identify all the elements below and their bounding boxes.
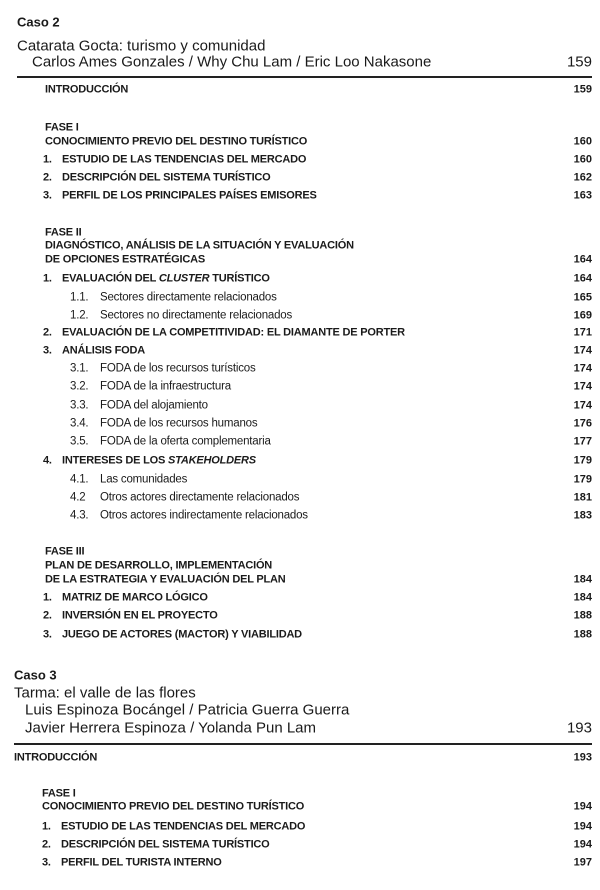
toc-entry-head[interactable] [45,241,354,252]
toc-entry-sub[interactable] [70,436,271,448]
page-number: 159 [573,83,592,96]
entry-number: 1. [43,272,52,285]
entry-number: 3.4. [70,417,89,430]
toc-entry-author[interactable] [32,55,431,70]
entry-title: Tarma: el valle de las flores [14,684,196,702]
entry-title: FODA de los recursos humanos [100,417,258,430]
entry-title: Sectores no directamente relacionados [100,309,293,322]
toc-entry-item[interactable] [43,346,145,357]
entry-title: DESCRIPCIÓN DEL SISTEMA TURÍSTICO [61,838,270,851]
page-number: 174 [573,380,592,393]
page-number: 160 [573,153,592,166]
entry-title: DE LA ESTRATEGIA Y EVALUACIÓN DEL PLAN [45,573,286,586]
entry-title: DE OPCIONES ESTRATÉGICAS [45,253,206,266]
section-divider [17,76,592,78]
entry-title: DESCRIPCIÓN DEL SISTEMA TURÍSTICO [62,171,271,184]
entry-title: PERFIL DE LOS PRINCIPALES PAÍSES EMISORES [62,189,317,202]
toc-entry-head[interactable] [42,802,304,813]
entry-title: Las comunidades [100,473,188,486]
entry-title: EVALUACIÓN DEL [62,272,159,285]
entry-title: MATRIZ DE MARCO LÓGICO [62,591,208,604]
toc-entry-item[interactable] [43,173,271,184]
toc-entry-item[interactable] [43,155,306,166]
entry-number: 3. [42,856,51,869]
toc-entry-sub[interactable] [70,363,256,375]
page-number: 194 [573,800,592,813]
entry-title: FASE III [45,545,85,558]
toc-entry-item[interactable] [43,456,256,467]
toc-entry-sub[interactable] [70,492,299,504]
entry-title: CONOCIMIENTO PREVIO DEL DESTINO TURÍSTICO [42,800,305,813]
toc-entry-intro[interactable] [14,753,97,764]
toc-entry-item[interactable] [42,858,222,869]
entry-title: PERFIL DEL TURISTA INTERNO [61,856,222,869]
page-number: 160 [573,135,592,148]
page-number: 188 [573,628,592,641]
entry-number: 2. [43,171,52,184]
entry-title: FODA del alojamiento [100,399,208,412]
toc-entry-item[interactable] [43,328,405,339]
entry-title: FODA de la infraestructura [100,380,231,393]
entry-title: ANÁLISIS FODA [62,344,145,357]
toc-entry-sub[interactable] [70,381,231,393]
entry-title: INTRODUCCIÓN [14,751,98,764]
entry-title: EVALUACIÓN DE LA COMPETITIVIDAD: EL DIAMANTE DE PORTER [62,326,405,339]
toc-entry-item[interactable] [43,611,218,622]
page-number: 188 [573,609,592,622]
page-number: 162 [573,171,592,184]
page-number: 181 [573,491,592,504]
entry-title: FASE I [45,121,79,134]
entry-title: Otros actores directamente relacionados [100,491,300,504]
toc-entry-item[interactable] [43,274,270,285]
page-number: 194 [573,820,592,833]
entry-title-italic: STAKEHOLDERS [168,454,256,467]
page-number: 163 [573,189,592,202]
entry-title: INTRODUCCIÓN [45,83,129,96]
toc-entry-fase[interactable] [45,123,79,134]
toc-entry-author[interactable] [25,703,349,718]
toc-entry-fase[interactable] [45,547,84,558]
toc-entry-item[interactable] [43,593,208,604]
page-number: 179 [573,473,592,486]
entry-title: JUEGO DE ACTORES (MACTOR) Y VIABILIDAD [62,628,302,641]
toc-entry-sub[interactable] [70,400,208,412]
entry-title: FASE I [42,787,76,800]
entry-title: DIAGNÓSTICO, ANÁLISIS DE LA SITUACIÓN Y EVALUACIÓN [45,239,354,252]
entry-title: Caso 3 [14,667,57,683]
toc-entry-head[interactable] [45,255,205,266]
entry-number: 2. [43,326,52,339]
entry-number: 3.1. [70,362,89,375]
entry-number: 4.3. [70,509,89,522]
entry-number: 2. [42,838,51,851]
toc-entry-fase[interactable] [45,228,82,239]
page-number: 194 [573,838,592,851]
toc-entry-title[interactable] [14,686,196,701]
page-number: 184 [573,591,592,604]
toc-entry-item[interactable] [43,191,317,202]
page-number: 177 [573,435,592,448]
entry-title: Luis Espinoza Bocángel / Patricia Guerra Guerra [25,701,350,719]
entry-title: INTERESES DE LOS [62,454,169,467]
entry-title: FASE II [45,226,82,239]
entry-number: 3. [43,628,52,641]
entry-number: 3. [43,189,52,202]
page-number: 174 [573,399,592,412]
entry-number: 2. [43,609,52,622]
page-number: 164 [573,272,592,285]
page-number: 174 [573,362,592,375]
toc-entry-caso[interactable] [14,669,57,682]
toc-entry-sub[interactable] [70,310,292,322]
page-number: 174 [573,344,592,357]
entry-title: Javier Herrera Espinoza / Yolanda Pun Lam [25,719,317,737]
toc-entry-sub[interactable] [70,292,277,304]
toc-entry-sub[interactable] [70,474,187,486]
page-number: 164 [573,253,592,266]
entry-title-italic: CLUSTER [158,272,210,285]
toc-entry-head[interactable] [45,561,272,572]
entry-number: 1. [42,820,51,833]
entry-number: 1.1. [70,291,89,304]
entry-title: CONOCIMIENTO PREVIO DEL DESTINO TURÍSTICO [45,135,308,148]
entry-number: 4.1. [70,473,89,486]
entry-title: FODA de la oferta complementaria [100,435,271,448]
toc-entry-head[interactable] [45,137,307,148]
toc-entry-title[interactable] [17,39,265,54]
entry-title: PLAN DE DESARROLLO, IMPLEMENTACIÓN [45,559,273,572]
entry-title: FODA de los recursos turísticos [100,362,256,375]
toc-entry-item[interactable] [42,840,270,851]
page-number: 165 [573,291,592,304]
entry-number: 1. [43,591,52,604]
toc-entry-intro[interactable] [45,85,128,96]
entry-title: Catarata Gocta: turismo y comunidad [17,37,266,55]
entry-title: Sectores directamente relacionados [100,291,277,304]
page-number: 184 [573,573,592,586]
entry-number: 3. [43,344,52,357]
page-number: 171 [573,326,592,339]
page-number: 197 [573,856,592,869]
entry-title: Carlos Ames Gonzales / Why Chu Lam / Eric Loo Nakasone [32,53,432,71]
entry-number: 3.5. [70,435,89,448]
toc-entry-caso[interactable] [17,16,60,29]
entry-number: 1. [43,153,52,166]
page-number: 193 [573,751,592,764]
entry-number: 4.2 [70,491,86,504]
entry-title: ESTUDIO DE LAS TENDENCIAS DEL MERCADO [61,820,306,833]
toc-entry-sub[interactable] [70,510,308,522]
toc-entry-head[interactable] [45,575,286,586]
entry-number: 3.2. [70,380,89,393]
entry-number: 3.3. [70,399,89,412]
entry-title: ESTUDIO DE LAS TENDENCIAS DEL MERCADO [62,153,307,166]
section-divider [14,743,592,745]
page-number: 193 [566,719,592,737]
entry-title-suffix: TURÍSTICO [209,272,270,285]
toc-entry-sub[interactable] [70,418,257,430]
entry-title: INVERSIÓN EN EL PROYECTO [62,609,218,622]
entry-number: 4. [43,454,52,467]
page-number: 169 [573,309,592,322]
toc-entry-item[interactable] [42,822,305,833]
toc-entry-item[interactable] [43,630,302,641]
entry-number: 1.2. [70,309,89,322]
entry-title: Otros actores indirectamente relacionados [100,509,308,522]
toc-entry-fase[interactable] [42,789,76,800]
page-number: 159 [566,53,592,71]
page-number: 183 [573,509,592,522]
page-number: 176 [573,417,592,430]
entry-title: Caso 2 [17,14,60,30]
toc-entry-author[interactable] [25,721,316,736]
page-number: 179 [573,454,592,467]
